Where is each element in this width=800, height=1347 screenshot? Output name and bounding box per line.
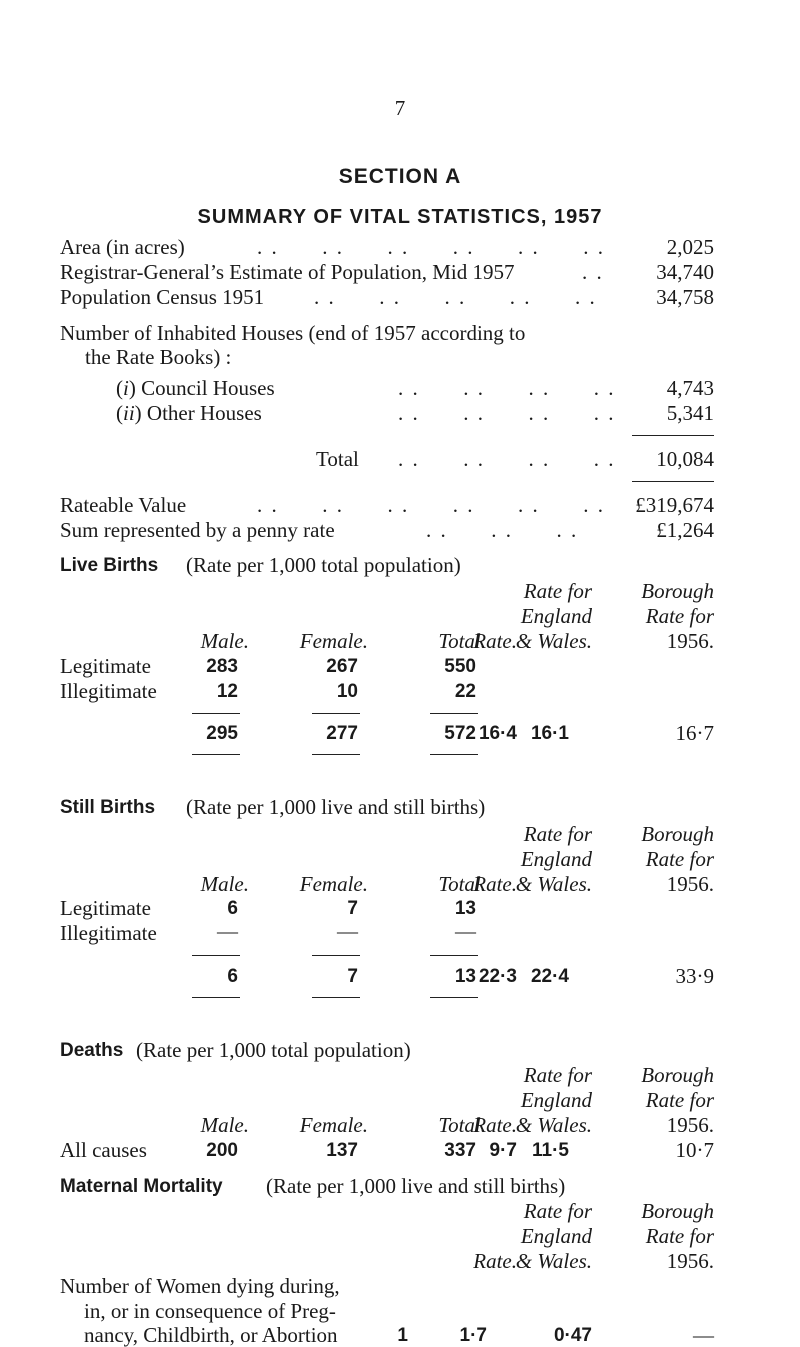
col-ew-2: England	[520, 1224, 592, 1248]
live-legit-total: 550	[444, 656, 476, 677]
col-ew-2: England	[520, 847, 592, 871]
col-bor-1: Borough	[641, 822, 714, 846]
col-rate: Rate.	[473, 1113, 517, 1137]
live-illegit-female: 10	[336, 681, 358, 702]
leader-dots: . .	[582, 260, 604, 284]
rule	[192, 713, 240, 714]
leader-dots: . . . . . . . .	[398, 376, 616, 400]
col-ew-1: Rate for	[523, 579, 592, 603]
maternal-label-cont: nancy, Childbirth, or Abortion	[84, 1323, 338, 1347]
rule	[430, 713, 478, 714]
col-rate: Rate.	[473, 872, 517, 896]
col-male: Male.	[200, 1113, 249, 1137]
live-rate-borough: 16·7	[675, 721, 714, 745]
leader-dots: . . . . . . . .	[398, 401, 616, 425]
deaths-total: 337	[444, 1140, 476, 1161]
rule	[192, 955, 240, 956]
still-births-heading: Still Births	[60, 797, 156, 818]
rule	[430, 955, 478, 956]
col-male: Male.	[200, 629, 249, 653]
col-ew-2: England	[520, 604, 592, 628]
live-rate-ew: 16·1	[530, 723, 569, 744]
live-rate: 16·4	[478, 723, 517, 744]
rule	[430, 754, 478, 755]
row-label-illegitimate: Illegitimate	[60, 921, 157, 945]
maternal-label-cont: in, or in consequence of Preg-	[84, 1299, 336, 1323]
council-houses-label: (i) Council Houses	[116, 376, 275, 400]
col-bor-2: Rate for	[645, 847, 714, 871]
col-bor-3: 1956.	[666, 629, 714, 653]
col-bor-1: Borough	[641, 1199, 714, 1223]
still-illegit-male: —	[217, 919, 238, 943]
rule	[312, 713, 360, 714]
estimate-value: 34,740	[656, 260, 714, 284]
council-houses-value: 4,743	[666, 376, 714, 400]
total-rule	[632, 481, 714, 482]
other-houses-label: (ii) Other Houses	[116, 401, 262, 425]
leader-dots: . . . . . .	[426, 518, 579, 542]
rateable-value: £319,674	[635, 493, 714, 517]
rule	[312, 955, 360, 956]
row-label-illegitimate: Illegitimate	[60, 679, 157, 703]
deaths-rate: 9·7	[489, 1140, 517, 1161]
rule	[192, 754, 240, 755]
live-legit-male: 283	[206, 656, 238, 677]
col-total: Total.	[438, 872, 486, 896]
col-ew-3: & Wales.	[515, 872, 592, 896]
rule	[312, 997, 360, 998]
deaths-basis: (Rate per 1,000 total population)	[136, 1038, 411, 1062]
maternal-rate-ew: 0·47	[553, 1325, 592, 1346]
deaths-male: 200	[206, 1140, 238, 1161]
still-illegit-female: —	[337, 919, 358, 943]
col-rate: Rate.	[473, 1249, 517, 1273]
col-ew-1: Rate for	[523, 822, 592, 846]
maternal-count: 1	[397, 1325, 408, 1346]
live-total-female: 277	[326, 723, 358, 744]
census-value: 34,758	[656, 285, 714, 309]
penny-rate-label: Sum represented by a penny rate	[60, 518, 335, 542]
houses-label-cont: the Rate Books) :	[85, 345, 232, 369]
col-bor-3: 1956.	[666, 872, 714, 896]
maternal-basis: (Rate per 1,000 live and still births)	[266, 1174, 566, 1198]
rule	[312, 754, 360, 755]
col-female: Female.	[299, 1113, 368, 1137]
col-ew-3: & Wales.	[515, 629, 592, 653]
col-bor-3: 1956.	[666, 1113, 714, 1137]
maternal-label: Number of Women dying during,	[60, 1274, 340, 1298]
leader-dots: . . . . . . . . . . . .	[257, 493, 605, 517]
col-bor-1: Borough	[641, 579, 714, 603]
row-label-all-causes: All causes	[60, 1138, 147, 1162]
live-births-basis: (Rate per 1,000 total population)	[186, 553, 461, 577]
rule	[192, 997, 240, 998]
rule	[430, 997, 478, 998]
row-label-legitimate: Legitimate	[60, 896, 151, 920]
still-illegit-total: —	[455, 919, 476, 943]
penny-rate-value: £1,264	[656, 518, 714, 542]
col-bor-3: 1956.	[666, 1249, 714, 1273]
maternal-rate: 1·7	[459, 1325, 487, 1346]
col-ew-2: England	[520, 1088, 592, 1112]
live-legit-female: 267	[326, 656, 358, 677]
live-total-male: 295	[206, 723, 238, 744]
main-title: SUMMARY OF VITAL STATISTICS, 1957	[197, 206, 603, 228]
col-female: Female.	[299, 872, 368, 896]
col-ew-1: Rate for	[523, 1063, 592, 1087]
area-value: 2,025	[666, 235, 714, 259]
leader-dots: . . . . . . . . . . . .	[257, 235, 605, 259]
section-title: SECTION A	[338, 165, 462, 188]
col-bor-2: Rate for	[645, 1088, 714, 1112]
col-female: Female.	[299, 629, 368, 653]
houses-total-value: 10,084	[656, 447, 714, 471]
maternal-rate-borough: —	[693, 1323, 714, 1347]
deaths-rate-borough: 10·7	[675, 1138, 714, 1162]
still-total-total: 13	[454, 966, 476, 987]
still-legit-male: 6	[227, 898, 238, 919]
live-illegit-total: 22	[454, 681, 476, 702]
still-legit-female: 7	[347, 898, 358, 919]
still-total-female: 7	[347, 966, 358, 987]
col-male: Male.	[200, 872, 249, 896]
houses-total-label: Total	[316, 447, 359, 471]
page-number: 7	[394, 96, 406, 120]
live-total-total: 572	[444, 723, 476, 744]
still-legit-total: 13	[454, 898, 476, 919]
still-total-male: 6	[227, 966, 238, 987]
deaths-heading: Deaths	[60, 1040, 124, 1061]
sum-rule	[632, 435, 714, 436]
live-births-heading: Live Births	[60, 555, 159, 576]
live-illegit-male: 12	[216, 681, 238, 702]
col-total: Total.	[438, 629, 486, 653]
still-rate-ew: 22·4	[530, 966, 569, 987]
row-label-legitimate: Legitimate	[60, 654, 151, 678]
still-births-basis: (Rate per 1,000 live and still births)	[186, 795, 486, 819]
rateable-value-label: Rateable Value	[60, 493, 187, 517]
col-rate: Rate.	[473, 629, 517, 653]
col-total: Total.	[438, 1113, 486, 1137]
houses-label: Number of Inhabited Houses (end of 1957 according to	[60, 321, 526, 345]
maternal-mortality-heading: Maternal Mortality	[60, 1176, 223, 1197]
deaths-female: 137	[326, 1140, 358, 1161]
deaths-rate-ew: 11·5	[532, 1140, 569, 1161]
leader-dots: . . . . . . . .	[398, 447, 616, 471]
col-bor-1: Borough	[641, 1063, 714, 1087]
still-rate: 22·3	[478, 966, 517, 987]
area-label: Area (in acres)	[60, 235, 185, 259]
census-label: Population Census 1951	[60, 285, 265, 309]
other-houses-value: 5,341	[666, 401, 714, 425]
col-ew-1: Rate for	[523, 1199, 592, 1223]
estimate-label: Registrar-General’s Estimate of Population, Mid 1957	[60, 260, 515, 284]
col-ew-3: & Wales.	[515, 1113, 592, 1137]
still-rate-borough: 33·9	[675, 964, 714, 988]
col-bor-2: Rate for	[645, 1224, 714, 1248]
leader-dots: . . . . . . . . . .	[314, 285, 597, 309]
col-ew-3: & Wales.	[515, 1249, 592, 1273]
col-bor-2: Rate for	[645, 604, 714, 628]
